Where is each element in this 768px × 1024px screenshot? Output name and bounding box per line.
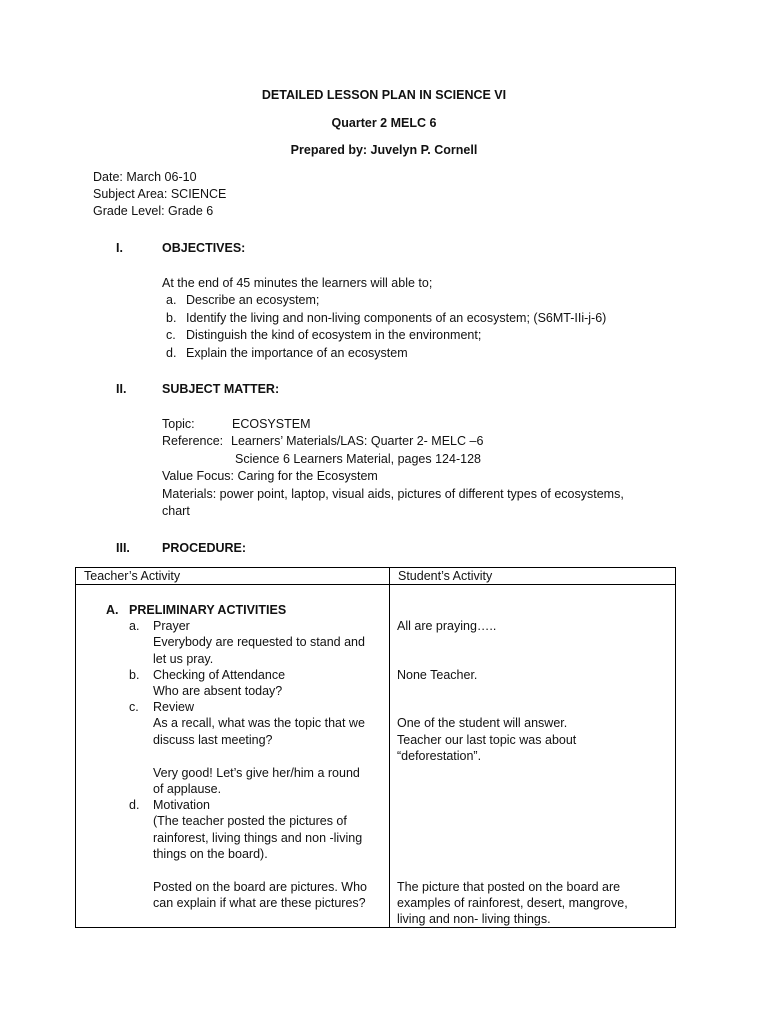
reference-value-2: Science 6 Learners Material, pages 124-128 <box>235 452 481 466</box>
activity-text: let us pray. <box>153 652 214 666</box>
objectives-heading: OBJECTIVES: <box>162 241 246 255</box>
grade-level-line: Grade Level: Grade 6 <box>93 204 214 218</box>
student-response: The picture that posted on the board are <box>397 880 621 894</box>
activity-text: can explain if what are these pictures? <box>153 896 366 910</box>
student-response: None Teacher. <box>397 668 478 682</box>
teacher-activity-header: Teacher’s Activity <box>76 568 390 585</box>
objective-letter: a. <box>166 293 177 307</box>
quarter-line: Quarter 2 MELC 6 <box>331 116 437 130</box>
student-response: All are praying….. <box>397 619 497 633</box>
section-title: PRELIMINARY ACTIVITIES <box>129 603 287 617</box>
student-response: examples of rainforest, desert, mangrove, <box>397 896 628 910</box>
value-focus: Value Focus: Caring for the Ecosystem <box>162 469 378 483</box>
topic-value: ECOSYSTEM <box>232 417 311 431</box>
objective-item: Distinguish the kind of ecosystem in the environment; <box>186 328 482 342</box>
activity-title: Prayer <box>153 619 190 633</box>
procedure-number: III. <box>116 541 130 555</box>
activity-text: Everybody are requested to stand and <box>153 635 365 649</box>
activity-title: Motivation <box>153 798 210 812</box>
student-response: One of the student will answer. <box>397 716 568 730</box>
student-response: Teacher our last topic was about <box>397 733 577 747</box>
prepared-by: Prepared by: Juvelyn P. Cornell <box>290 143 478 157</box>
materials-line: Materials: power point, laptop, visual aids, pictures of different types of ecosystems, <box>162 487 624 501</box>
activity-text: things on the board). <box>153 847 268 861</box>
activity-title: Review <box>153 700 194 714</box>
procedure-table <box>75 567 676 928</box>
student-response: “deforestation”. <box>397 749 482 763</box>
materials-line-2: chart <box>162 504 190 518</box>
procedure-heading: PROCEDURE: <box>162 541 247 555</box>
reference-value: Learners’ Materials/LAS: Quarter 2- MELC –6 <box>231 434 484 448</box>
activity-letter: d. <box>129 798 140 812</box>
objective-item: Describe an ecosystem; <box>186 293 320 307</box>
objective-item: Identify the living and non-living components of an ecosystem; (S6MT-IIi-j-6) <box>186 311 607 325</box>
student-activity-header: Student’s Activity <box>390 568 676 585</box>
activity-text: Posted on the board are pictures. Who <box>153 880 368 894</box>
activity-text: discuss last meeting? <box>153 733 273 747</box>
document-title: DETAILED LESSON PLAN IN SCIENCE VI <box>261 88 507 102</box>
activity-text: As a recall, what was the topic that we <box>153 716 365 730</box>
objective-letter: d. <box>166 346 177 360</box>
objectives-number: I. <box>116 241 123 255</box>
table-header-row <box>76 568 676 585</box>
objective-letter: c. <box>166 328 176 342</box>
objective-letter: b. <box>166 311 177 325</box>
activity-text: Who are absent today? <box>153 684 283 698</box>
teacher-activity-cell <box>76 585 390 928</box>
activity-letter: c. <box>129 700 139 714</box>
activity-title: Checking of Attendance <box>153 668 286 682</box>
student-activity-cell <box>390 585 676 928</box>
activity-letter: a. <box>129 619 140 633</box>
reference-label: Reference: <box>162 434 224 448</box>
date-line: Date: March 06-10 <box>93 170 197 184</box>
objectives-intro: At the end of 45 minutes the learners will able to; <box>162 276 433 290</box>
activity-text: Very good! Let’s give her/him a round <box>153 766 360 780</box>
subject-area-line: Subject Area: SCIENCE <box>93 187 227 201</box>
objective-item: Explain the importance of an ecosystem <box>186 346 408 360</box>
section-letter: A. <box>106 603 119 617</box>
student-response: living and non- living things. <box>397 912 551 926</box>
activity-text: rainforest, living things and non -living <box>153 831 363 845</box>
subject-matter-heading: SUBJECT MATTER: <box>162 382 280 396</box>
activity-text: of applause. <box>153 782 222 796</box>
topic-label: Topic: <box>162 417 195 431</box>
subject-matter-number: II. <box>116 382 127 396</box>
activity-letter: b. <box>129 668 140 682</box>
table-row <box>76 585 676 928</box>
activity-text: (The teacher posted the pictures of <box>153 814 347 828</box>
